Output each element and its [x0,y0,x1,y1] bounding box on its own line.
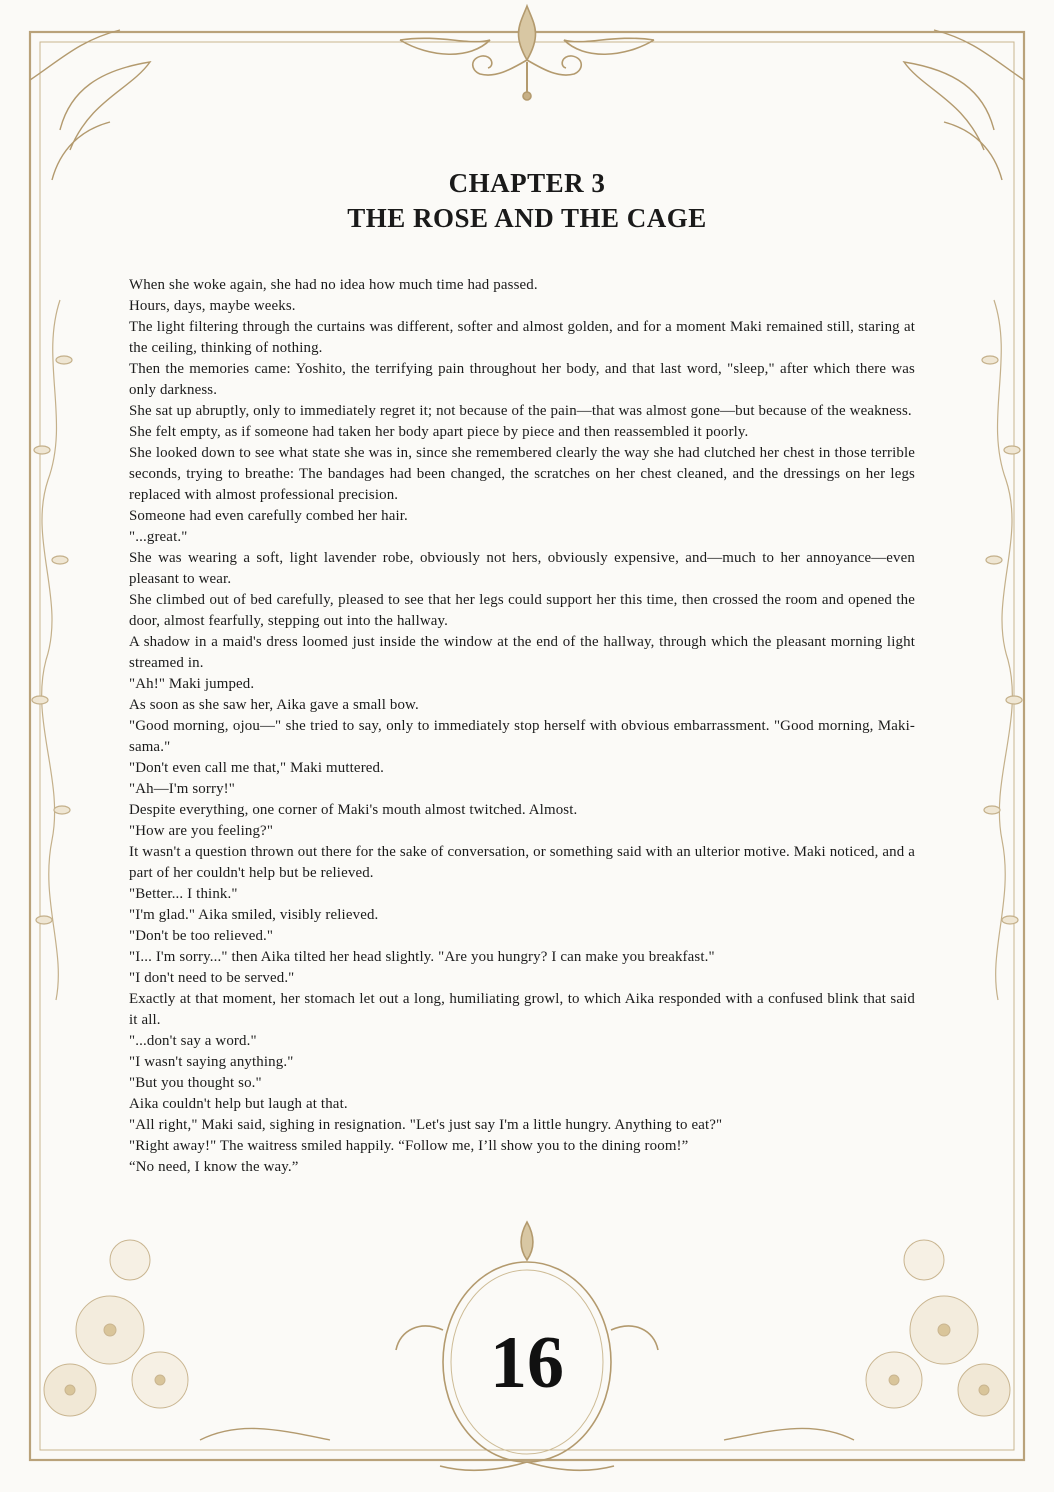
page-number: 16 [490,1322,564,1404]
paragraph: "I'm glad." Aika smiled, visibly relieved. [129,907,379,923]
paragraph: She was wearing a soft, light lavender robe, obviously not hers, obviously expensive, and—much to her annoyance—even pleasant to wear. [129,550,915,587]
paragraph: "But you thought so." [129,1075,262,1091]
paragraph: Exactly at that moment, her stomach let out a long, humiliating growl, to which Aika responded with a confused blink that said it all. [129,991,915,1028]
paragraph: Aika couldn't help but laugh at that. [129,1096,348,1112]
paragraph: "Ah—I'm sorry!" [129,781,236,797]
paragraph: A shadow in a maid's dress loomed just inside the window at the end of the hallway, through which the pleasant morning light streamed in. [129,634,915,671]
chapter-title-heading: THE ROSE AND THE CAGE [347,203,707,233]
paragraph: Despite everything, one corner of Maki's mouth almost twitched. Almost. [129,802,578,818]
paragraph: "Don't be too relieved." [129,928,274,944]
paragraph: "I don't need to be served." [129,970,295,986]
paragraph: She sat up abruptly, only to immediately regret it; not because of the pain—that was almost gone—but because of the weakness. [129,403,912,419]
paragraph: She climbed out of bed carefully, pleased to see that her legs could support her this time, then crossed the room and opened the door, almost fearfully, stepping out into the hallway. [129,592,915,629]
paragraph: She looked down to see what state she was in, since she remembered clearly the way she had clutched her chest in those terrible seconds, trying to breathe: The bandages had been changed, the scratches on her chest cleaned, and the dressings on her legs replaced with almost professional precision. [129,445,915,503]
chapter-body-text [129,275,915,1178]
paragraph: As soon as she saw her, Aika gave a small bow. [129,697,419,713]
flower-cluster-bottom-left [44,1240,330,1440]
paragraph: Someone had even carefully combed her hair. [129,508,408,524]
paragraph: "Better... I think." [129,886,238,902]
paragraph: “No need, I know the way.” [129,1159,299,1175]
paragraph: "...great." [129,529,188,545]
paragraph: She felt empty, as if someone had taken her body apart piece by piece and then reassembled it poorly. [129,424,749,440]
paragraph: "How are you feeling?" [129,823,274,839]
left-vine [32,300,72,1000]
flower-cluster-bottom-right [724,1240,1010,1440]
top-flourish [400,6,654,100]
paragraph: "...don't say a word." [129,1033,257,1049]
paragraph: The light filtering through the curtains was different, softer and almost golden, and for a moment Maki remained still, staring at the ceiling, thinking of nothing. [129,319,915,356]
corner-flourish-top-left [30,30,150,180]
paragraph: "Don't even call me that," Maki muttered. [129,760,385,776]
paragraph: Hours, days, maybe weeks. [129,298,296,314]
chapter-number-heading: CHAPTER 3 [448,168,606,198]
paragraph: "Good morning, ojou—" she tried to say, only to immediately stop herself with obvious embarrassment. "Good morning, Maki-sama." [129,718,915,755]
paragraph: When she woke again, she had no idea how much time had passed. [129,277,538,293]
paragraph: It wasn't a question thrown out there for the sake of conversation, or something said with an ulterior motive. Maki noticed, and a part of her couldn't help but be relieved. [129,844,915,881]
paragraph: "All right," Maki said, sighing in resignation. "Let's just say I'm a little hungry. Anything to eat?" [129,1117,723,1133]
paragraph: "Ah!" Maki jumped. [129,676,255,692]
paragraph: "I... I'm sorry..." then Aika tilted her head slightly. "Are you hungry? I can make you breakfast." [129,949,715,965]
paragraph: "I wasn't saying anything." [129,1054,294,1070]
corner-flourish-top-right [904,30,1024,180]
paragraph: "Right away!" The waitress smiled happily. “Follow me, I’ll show you to the dining room!” [129,1138,689,1154]
right-vine [982,300,1022,1000]
paragraph: Then the memories came: Yoshito, the terrifying pain throughout her body, and that last word, "sleep," after which there was only darkness. [129,361,915,398]
